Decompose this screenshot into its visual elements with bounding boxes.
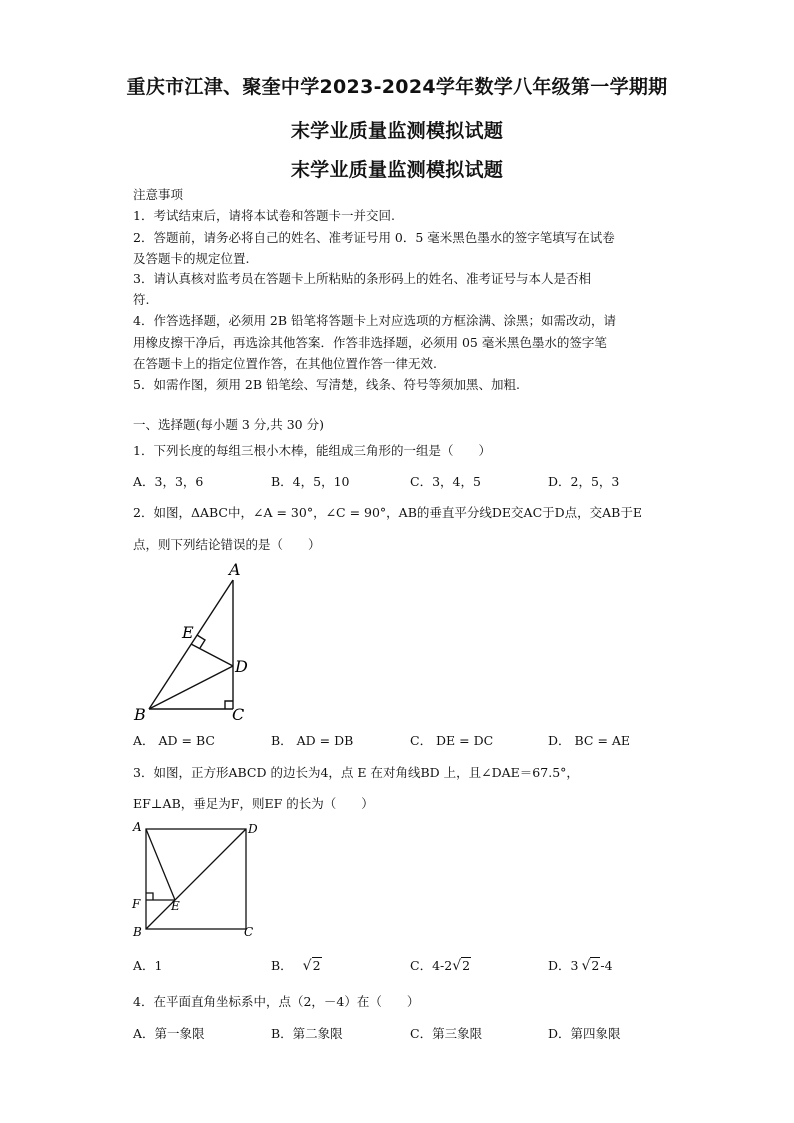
option-value: 1	[154, 958, 163, 973]
label-a: A	[133, 820, 142, 834]
question-4-stem: 4．在平面直角坐标系中，点（2，－4）在（ ）	[133, 994, 420, 1009]
question-2-stem-line-1: 2．如图，ΔABC中，∠A = 30°，∠C = 90°，AB的垂直平分线DE交AC于D点，交AB于E	[133, 505, 642, 520]
q4-option-d: D．第四象限	[548, 1026, 621, 1041]
option-suffix: -4	[600, 958, 613, 973]
segment-de	[191, 644, 233, 666]
notice-line: 3．请认真核对监考员在答题卡上所粘贴的条形码上的姓名、准考证号与本人是否相	[133, 271, 591, 286]
option-prefix: B．	[271, 958, 293, 973]
sqrt-symbol: √	[302, 958, 312, 974]
label-b: B	[134, 705, 146, 724]
q3-option-b	[271, 958, 322, 974]
right-angle-mark-e	[197, 635, 205, 648]
page-title-line-2: 末学业质量监测模拟试题	[290, 120, 504, 142]
label-d: D	[248, 822, 258, 836]
q3-option-d	[548, 958, 613, 974]
notice-line: 及答题卡的规定位置.	[133, 251, 250, 266]
sqrt-symbol: √	[581, 958, 591, 974]
q2-option-b: B． AD = DB	[271, 733, 354, 748]
q2-option-c: C． DE = DC	[410, 733, 494, 748]
notice-line: 用橡皮擦干净后，再选涂其他答案．作答非选择题，必须用 05 毫米黑色墨水的签字笔	[133, 335, 607, 350]
q1-option-b: B．4，5，10	[271, 474, 350, 489]
q4-option-c: C．第三象限	[410, 1026, 483, 1041]
notice-line: 符.	[133, 292, 150, 307]
question-1-stem: 1．下列长度的每组三根小木棒，能组成三角形的一组是（ ）	[133, 443, 491, 458]
q2-triangle-figure	[128, 560, 258, 728]
option-prefix: C．	[410, 958, 433, 973]
q3-option-a	[133, 958, 162, 974]
notice-line: 在答题卡上的指定位置作答，在其他位置作答一律无效.	[133, 356, 437, 371]
question-3-stem-line-1: 3．如图，正方形ABCD 的边长为4，点 E 在对角线BD 上，且∠DAE＝67.5°，	[133, 765, 579, 780]
label-e: E	[171, 899, 180, 913]
q4-option-a: A．第一象限	[133, 1026, 205, 1041]
notice-line: 2．答题前，请务必将自己的姓名、准考证号用 0．5 毫米黑色墨水的签字笔填写在试卷	[133, 230, 615, 245]
label-d: D	[235, 657, 248, 676]
q3-option-c	[410, 958, 471, 974]
option-prefix: D．	[548, 958, 571, 973]
q1-option-c: C．3，4，5	[410, 474, 481, 489]
q1-option-a: A．3，3，6	[133, 474, 204, 489]
question-2-stem-line-2: 点，则下列结论错误的是（ ）	[133, 537, 321, 552]
radicand: 2	[591, 958, 600, 973]
diagonal-bd	[146, 829, 246, 929]
q2-option-a: A． AD = BC	[133, 733, 215, 748]
label-e: E	[182, 623, 194, 642]
notice-line: 1．考试结束后，请将本试卷和答题卡一并交回.	[133, 208, 395, 223]
notice-line: 4．作答选择题，必须用 2B 铅笔将答题卡上对应选项的方框涂满、涂黑；如需改动，请	[133, 313, 617, 328]
option-value: 3	[570, 958, 579, 973]
label-a: A	[229, 560, 241, 579]
notice-line: 5．如需作图，须用 2B 铅笔绘、写清楚，线条、符号等须加黑、加粗.	[133, 377, 521, 392]
notice-heading: 注意事项	[133, 187, 184, 202]
question-3-stem-line-2: EF⊥AB，垂足为F，则EF 的长为（ ）	[133, 796, 374, 811]
page-title-line-1: 重庆市江津、聚奎中学2023-2024学年数学八年级第一学期期	[126, 76, 668, 98]
right-angle-mark-f	[146, 893, 153, 900]
label-f: F	[132, 897, 141, 911]
q1-option-d: D．2，5，3	[548, 474, 620, 489]
segment-bd	[149, 666, 233, 709]
q2-option-d: D． BC = AE	[548, 733, 631, 748]
option-prefix: A．	[133, 958, 155, 973]
page-title-line-3: 末学业质量监测模拟试题	[290, 159, 504, 181]
q3-square-figure	[128, 818, 268, 944]
label-c: C	[244, 925, 254, 939]
section-heading: 一、选择题(每小题 3 分,共 30 分)	[133, 417, 324, 432]
sqrt-symbol: √	[452, 958, 462, 974]
option-value: 4-2	[432, 958, 453, 973]
radicand: 2	[312, 958, 321, 973]
radicand: 2	[462, 958, 471, 973]
q4-option-b: B．第二象限	[271, 1026, 343, 1041]
segment-ae	[146, 829, 175, 900]
label-c: C	[232, 705, 245, 724]
label-b: B	[133, 925, 142, 939]
